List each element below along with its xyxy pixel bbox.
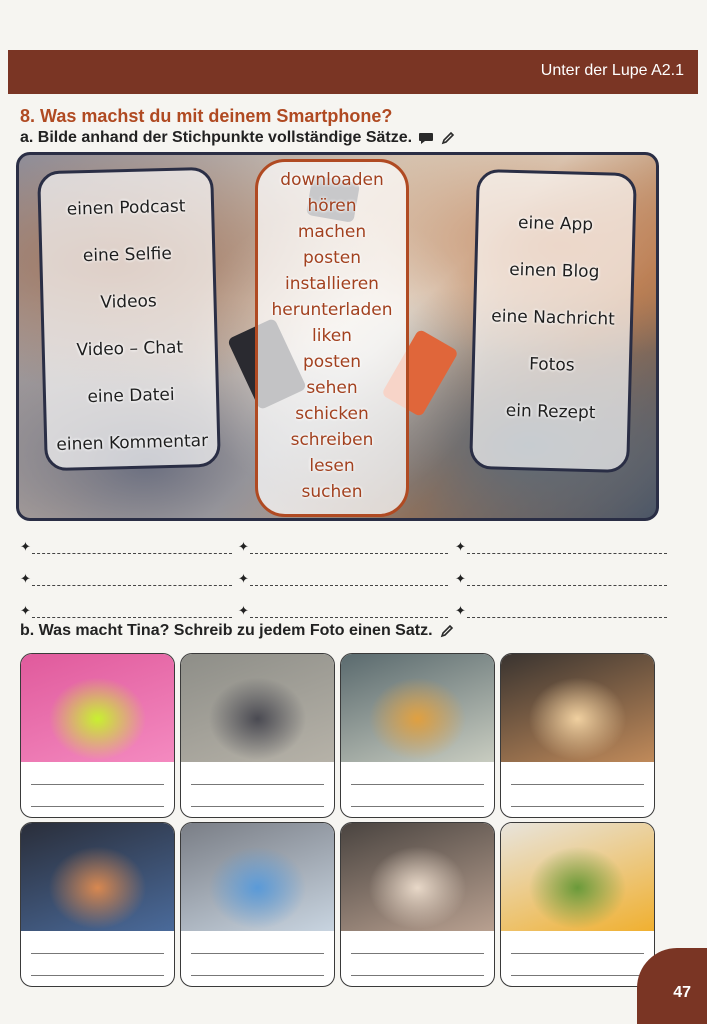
word-item: posten [303, 248, 361, 268]
bullet-star-icon: ✦ [20, 540, 31, 555]
answer-line[interactable] [238, 598, 448, 618]
write-line[interactable] [351, 784, 484, 785]
bullet-star-icon: ✦ [20, 572, 31, 587]
taking-photo-landscape-photo [341, 654, 494, 762]
noun-box-left [37, 167, 221, 472]
word-item: schreiben [290, 430, 374, 450]
photo-card [180, 822, 335, 987]
photo-card [500, 653, 655, 818]
write-line[interactable] [250, 574, 448, 586]
write-line[interactable] [31, 784, 164, 785]
bullet-star-icon: ✦ [20, 604, 31, 619]
word-item: machen [297, 222, 367, 242]
write-line[interactable] [351, 975, 484, 976]
word-item: Videos [100, 291, 158, 313]
word-item: installieren [285, 274, 379, 294]
laptop-sending-messages-photo [181, 823, 334, 931]
answer-line[interactable] [238, 534, 448, 554]
photo-card [20, 653, 175, 818]
write-line[interactable] [511, 975, 644, 976]
word-item: herunterladen [271, 300, 393, 320]
answer-line[interactable] [455, 566, 667, 586]
word-item: lesen [309, 456, 355, 476]
photo-card [20, 822, 175, 987]
word-item: downloaden [280, 170, 384, 190]
write-line[interactable] [191, 953, 324, 954]
write-line[interactable] [32, 606, 232, 618]
pencil-icon [440, 130, 456, 146]
hand-holding-phone-chat-photo [181, 654, 334, 762]
part-a-instruction: a. Bilde anhand der Stichpunkte vollständige Sätze. [20, 129, 413, 146]
answer-line-row [20, 566, 660, 586]
write-line[interactable] [191, 975, 324, 976]
write-line[interactable] [467, 542, 667, 554]
write-line[interactable] [32, 542, 232, 554]
exercise-part-b [20, 622, 455, 640]
word-item: suchen [301, 482, 363, 502]
word-item: einen Kommentar [56, 430, 209, 455]
word-item: einen Podcast [66, 196, 186, 220]
answer-line[interactable] [20, 566, 232, 586]
word-item: schicken [295, 404, 369, 424]
word-item: liken [312, 326, 352, 346]
tablet-recipe-food-photo [501, 823, 654, 931]
answer-line-row [20, 598, 660, 618]
photo-card [340, 822, 495, 987]
bullet-star-icon: ✦ [238, 572, 249, 587]
photo-card [500, 822, 655, 987]
woman-selfie-pink-wall-photo [21, 654, 174, 762]
word-item: Video – Chat [76, 337, 184, 361]
bullet-star-icon: ✦ [455, 572, 466, 587]
write-line[interactable] [250, 542, 448, 554]
photographing-sunset-photo [501, 654, 654, 762]
verb-box-middle [255, 159, 409, 517]
word-item: sehen [306, 378, 358, 398]
bullet-star-icon: ✦ [238, 604, 249, 619]
answer-line-row [20, 534, 660, 554]
word-item: eine Selfie [82, 243, 173, 267]
answer-line[interactable] [455, 598, 667, 618]
word-item: posten [303, 352, 361, 372]
write-line[interactable] [32, 574, 232, 586]
part-b-instruction: b. Was macht Tina? Schreib zu jedem Foto einen Satz. [20, 622, 433, 639]
write-line[interactable] [250, 606, 448, 618]
word-item: Fotos [528, 354, 575, 376]
exercise-part-a [20, 129, 456, 147]
photo-card [180, 653, 335, 818]
word-item: einen Blog [508, 259, 600, 283]
bullet-star-icon: ✦ [455, 604, 466, 619]
answer-line[interactable] [20, 598, 232, 618]
word-item: ein Rezept [505, 400, 596, 424]
write-line[interactable] [511, 784, 644, 785]
word-item: eine App [517, 213, 594, 236]
exercise-title: 8. Was machst du mit deinem Smartphone? [20, 106, 393, 126]
answer-line[interactable] [20, 534, 232, 554]
bullet-star-icon: ✦ [455, 540, 466, 555]
write-line[interactable] [191, 784, 324, 785]
write-line[interactable] [351, 953, 484, 954]
write-line[interactable] [467, 606, 667, 618]
write-line[interactable] [31, 806, 164, 807]
playing-racing-game-photo [21, 823, 174, 931]
page-number-tab [637, 948, 707, 1024]
video-call-phone-photo [341, 823, 494, 931]
smartphones-photo-panel [16, 152, 659, 521]
pencil-icon [439, 623, 455, 639]
write-line[interactable] [351, 806, 484, 807]
answer-line[interactable] [238, 566, 448, 586]
write-line[interactable] [511, 806, 644, 807]
noun-box-right [469, 169, 637, 473]
word-item: eine Nachricht [491, 306, 616, 330]
answer-line[interactable] [455, 534, 667, 554]
word-item: hören [307, 196, 357, 216]
word-item: eine Datei [87, 384, 175, 408]
write-line[interactable] [31, 953, 164, 954]
bullet-star-icon: ✦ [238, 540, 249, 555]
speech-bubble-icon [418, 130, 434, 146]
header-bar [8, 50, 698, 94]
write-line[interactable] [31, 975, 164, 976]
photo-card [340, 653, 495, 818]
page-number: 47 [673, 984, 691, 1001]
write-line[interactable] [467, 574, 667, 586]
write-line[interactable] [511, 953, 644, 954]
write-line[interactable] [191, 806, 324, 807]
book-title: Unter der Lupe A2.1 [540, 62, 684, 79]
